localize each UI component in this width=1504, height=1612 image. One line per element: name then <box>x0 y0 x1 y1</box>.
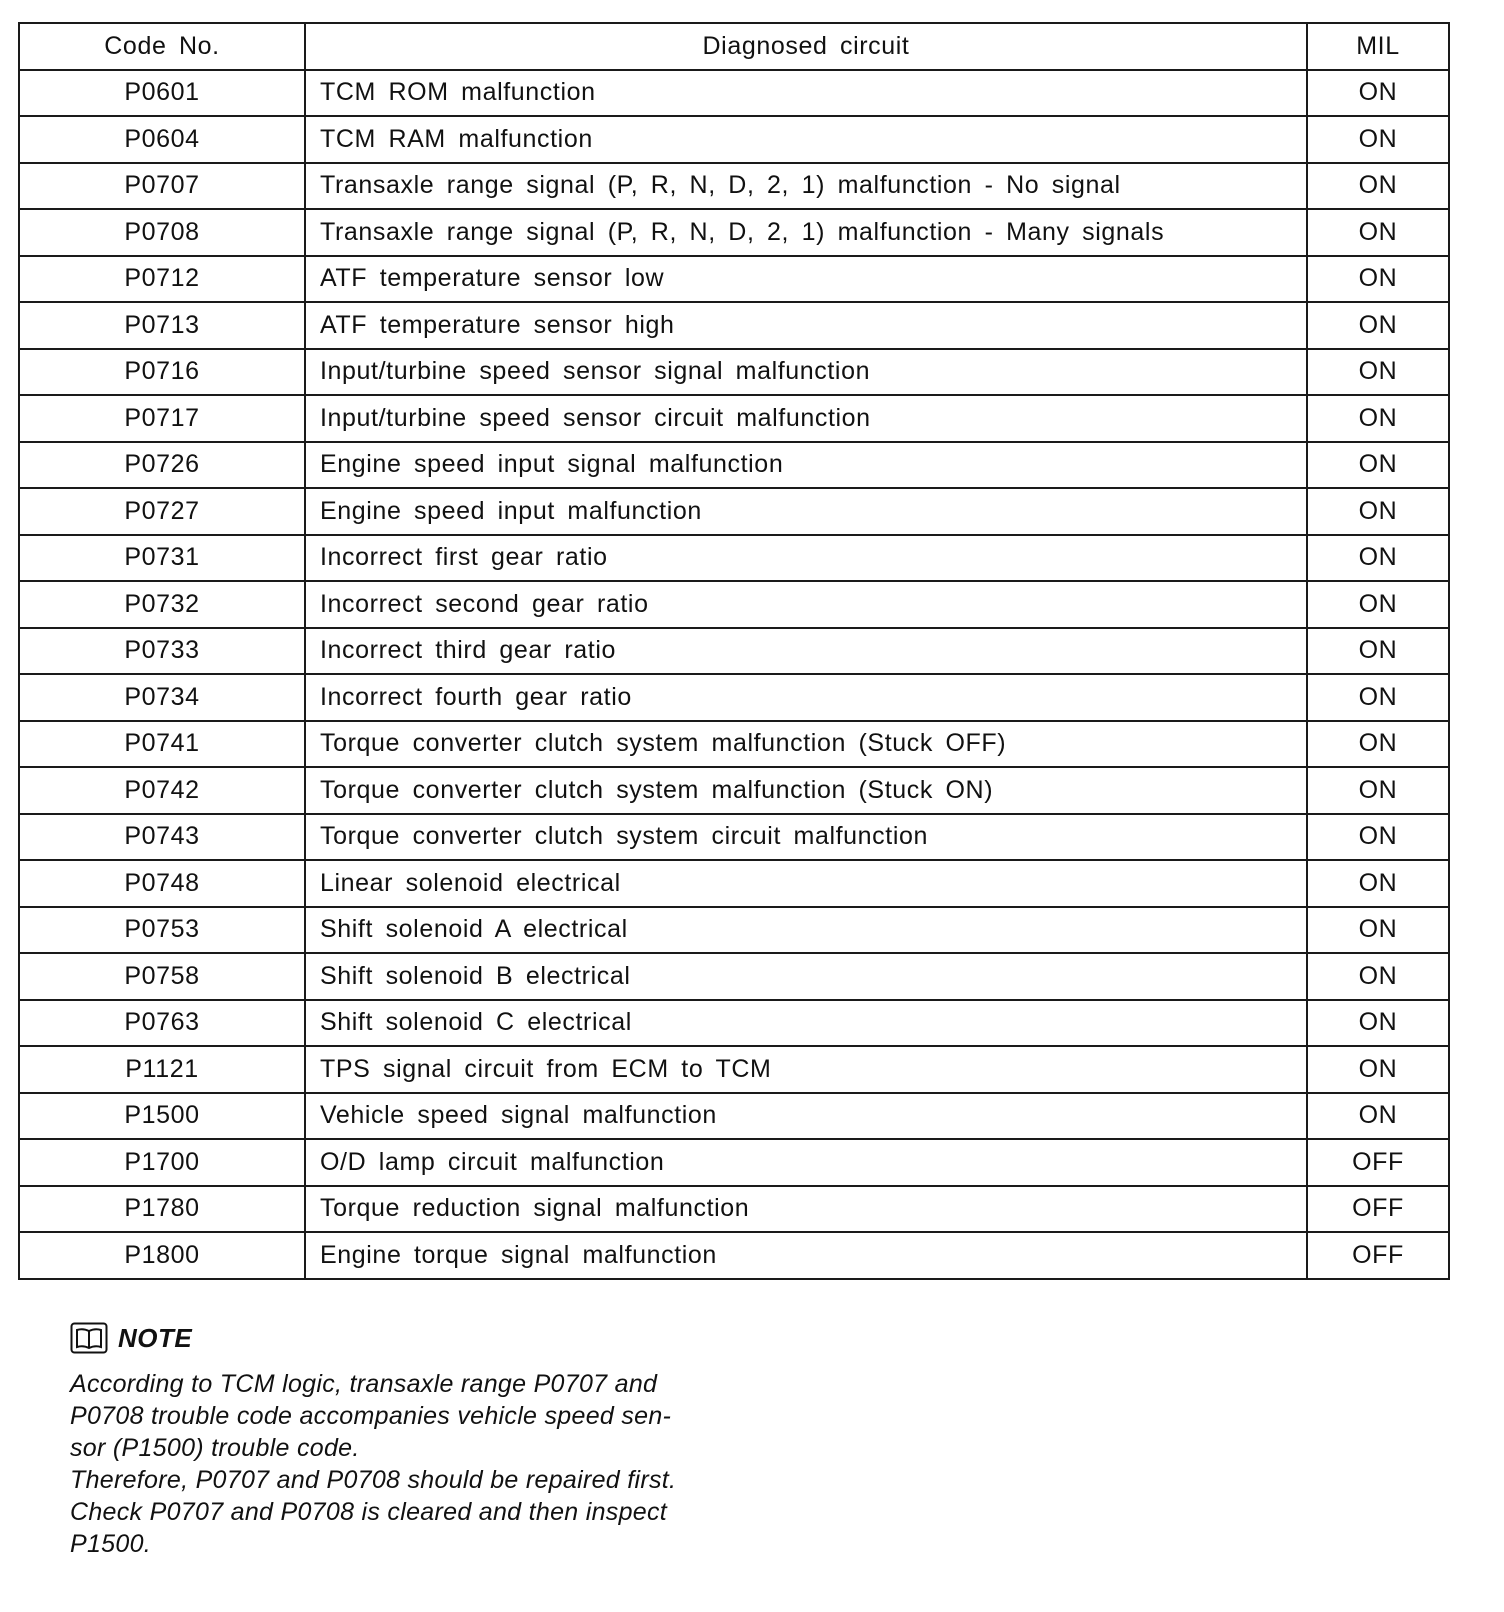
table-row <box>19 70 1449 117</box>
table-row <box>19 814 1449 861</box>
code-cell: P0763 <box>19 1000 305 1047</box>
note-body <box>70 1368 750 1560</box>
code-cell: P0727 <box>19 488 305 535</box>
table-row <box>19 1093 1449 1140</box>
note-line: sor (P1500) trouble code. <box>70 1434 360 1462</box>
table-row <box>19 442 1449 489</box>
circuit-cell: Vehicle speed signal malfunction <box>305 1093 1307 1140</box>
circuit-cell: Input/turbine speed sensor signal malfunction <box>305 349 1307 396</box>
code-cell: P0753 <box>19 907 305 954</box>
mil-cell: OFF <box>1307 1186 1449 1233</box>
code-cell: P0743 <box>19 814 305 861</box>
table-row <box>19 953 1449 1000</box>
circuit-cell: Transaxle range signal (P, R, N, D, 2, 1) malfunction - No signal <box>305 163 1307 210</box>
mil-cell: ON <box>1307 256 1449 303</box>
mil-cell: ON <box>1307 907 1449 954</box>
table-row <box>19 256 1449 303</box>
code-cell: P0731 <box>19 535 305 582</box>
code-cell: P0708 <box>19 209 305 256</box>
note-title: NOTE <box>118 1322 193 1353</box>
table-row <box>19 116 1449 163</box>
mil-cell: ON <box>1307 1046 1449 1093</box>
circuit-cell: TCM ROM malfunction <box>305 70 1307 117</box>
mil-cell: ON <box>1307 767 1449 814</box>
header-row <box>19 23 1449 70</box>
code-cell: P1500 <box>19 1093 305 1140</box>
code-cell: P0733 <box>19 628 305 675</box>
circuit-cell: Transaxle range signal (P, R, N, D, 2, 1) malfunction - Many signals <box>305 209 1307 256</box>
note-header <box>70 1322 750 1354</box>
code-cell: P0604 <box>19 116 305 163</box>
circuit-cell: Torque reduction signal malfunction <box>305 1186 1307 1233</box>
circuit-cell: TCM RAM malfunction <box>305 116 1307 163</box>
mil-cell: ON <box>1307 953 1449 1000</box>
mil-cell: ON <box>1307 721 1449 768</box>
mil-cell: ON <box>1307 442 1449 489</box>
circuit-cell: Incorrect second gear ratio <box>305 581 1307 628</box>
table-row <box>19 674 1449 721</box>
mil-cell: ON <box>1307 488 1449 535</box>
table-row <box>19 209 1449 256</box>
code-cell: P0716 <box>19 349 305 396</box>
note-line: P1500. <box>70 1530 152 1558</box>
circuit-cell: Engine speed input signal malfunction <box>305 442 1307 489</box>
table-row <box>19 860 1449 907</box>
code-cell: P0748 <box>19 860 305 907</box>
code-cell: P0707 <box>19 163 305 210</box>
mil-cell: OFF <box>1307 1139 1449 1186</box>
circuit-cell: Torque converter clutch system malfunction (Stuck OFF) <box>305 721 1307 768</box>
table-row <box>19 163 1449 210</box>
mil-cell: ON <box>1307 70 1449 117</box>
circuit-cell: Incorrect third gear ratio <box>305 628 1307 675</box>
mil-cell: ON <box>1307 1093 1449 1140</box>
table-row <box>19 395 1449 442</box>
table-row <box>19 1232 1449 1279</box>
circuit-cell: ATF temperature sensor high <box>305 302 1307 349</box>
mil-cell: OFF <box>1307 1232 1449 1279</box>
header-code: Code No. <box>19 23 305 70</box>
code-cell: P0734 <box>19 674 305 721</box>
mil-cell: ON <box>1307 395 1449 442</box>
circuit-cell: ATF temperature sensor low <box>305 256 1307 303</box>
dtc-table <box>18 22 1450 1280</box>
code-cell: P0726 <box>19 442 305 489</box>
code-cell: P1121 <box>19 1046 305 1093</box>
mil-cell: ON <box>1307 349 1449 396</box>
book-icon <box>70 1322 108 1354</box>
note-line: According to TCM logic, transaxle range P0707 and <box>70 1370 658 1398</box>
mil-cell: ON <box>1307 674 1449 721</box>
code-cell: P0742 <box>19 767 305 814</box>
table-row <box>19 628 1449 675</box>
table-row <box>19 488 1449 535</box>
circuit-cell: Shift solenoid A electrical <box>305 907 1307 954</box>
table-row <box>19 535 1449 582</box>
table-body <box>19 70 1449 1279</box>
note-line: Therefore, P0707 and P0708 should be repaired first. <box>70 1466 677 1494</box>
table-row <box>19 907 1449 954</box>
note-block <box>70 1322 750 1560</box>
header-mil: MIL <box>1307 23 1449 70</box>
circuit-cell: Engine torque signal malfunction <box>305 1232 1307 1279</box>
note-line: Check P0707 and P0708 is cleared and then inspect <box>70 1498 668 1526</box>
code-cell: P1780 <box>19 1186 305 1233</box>
mil-cell: ON <box>1307 581 1449 628</box>
code-cell: P1800 <box>19 1232 305 1279</box>
note-line: P0708 trouble code accompanies vehicle speed sen- <box>70 1402 672 1430</box>
mil-cell: ON <box>1307 116 1449 163</box>
circuit-cell: Engine speed input malfunction <box>305 488 1307 535</box>
code-cell: P0732 <box>19 581 305 628</box>
table-header <box>19 23 1449 70</box>
table-row <box>19 581 1449 628</box>
code-cell: P0741 <box>19 721 305 768</box>
circuit-cell: Incorrect first gear ratio <box>305 535 1307 582</box>
circuit-cell: Torque converter clutch system malfunction (Stuck ON) <box>305 767 1307 814</box>
code-cell: P0601 <box>19 70 305 117</box>
table-row <box>19 721 1449 768</box>
circuit-cell: O/D lamp circuit malfunction <box>305 1139 1307 1186</box>
table-row <box>19 1046 1449 1093</box>
table-row <box>19 1139 1449 1186</box>
table-row <box>19 302 1449 349</box>
circuit-cell: Linear solenoid electrical <box>305 860 1307 907</box>
table-row <box>19 767 1449 814</box>
mil-cell: ON <box>1307 628 1449 675</box>
table-row <box>19 1000 1449 1047</box>
mil-cell: ON <box>1307 209 1449 256</box>
circuit-cell: TPS signal circuit from ECM to TCM <box>305 1046 1307 1093</box>
header-circuit: Diagnosed circuit <box>305 23 1307 70</box>
mil-cell: ON <box>1307 1000 1449 1047</box>
mil-cell: ON <box>1307 302 1449 349</box>
mil-cell: ON <box>1307 163 1449 210</box>
mil-cell: ON <box>1307 860 1449 907</box>
code-cell: P0758 <box>19 953 305 1000</box>
circuit-cell: Incorrect fourth gear ratio <box>305 674 1307 721</box>
code-cell: P0713 <box>19 302 305 349</box>
mil-cell: ON <box>1307 814 1449 861</box>
code-cell: P0717 <box>19 395 305 442</box>
code-cell: P1700 <box>19 1139 305 1186</box>
code-cell: P0712 <box>19 256 305 303</box>
table-row <box>19 1186 1449 1233</box>
mil-cell: ON <box>1307 535 1449 582</box>
circuit-cell: Shift solenoid B electrical <box>305 953 1307 1000</box>
circuit-cell: Torque converter clutch system circuit malfunction <box>305 814 1307 861</box>
circuit-cell: Shift solenoid C electrical <box>305 1000 1307 1047</box>
table-row <box>19 349 1449 396</box>
circuit-cell: Input/turbine speed sensor circuit malfunction <box>305 395 1307 442</box>
